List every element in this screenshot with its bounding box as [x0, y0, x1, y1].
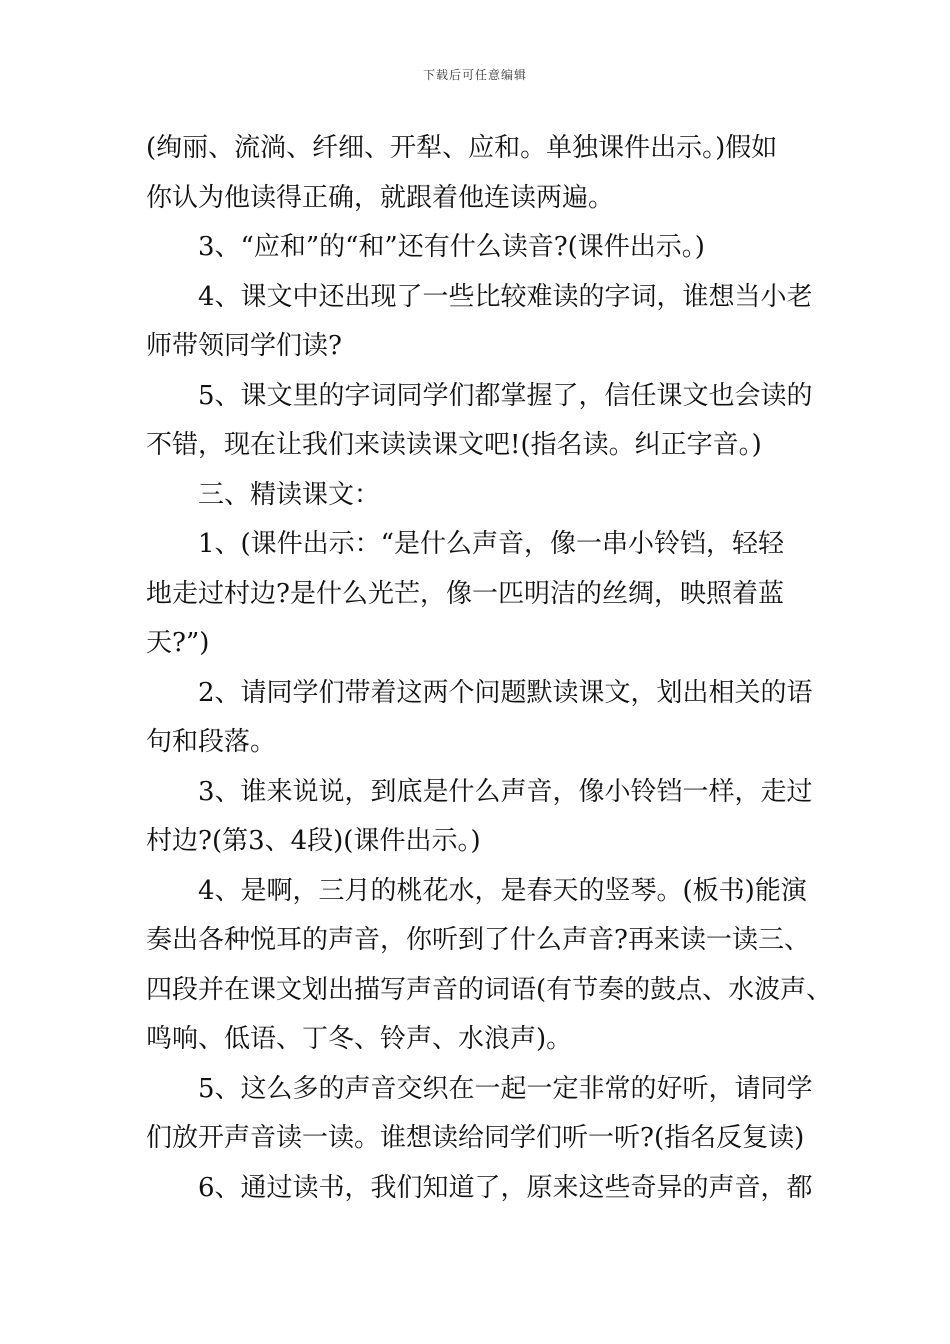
paragraph: [146, 520, 826, 669]
section-heading: [146, 471, 826, 521]
text-line: 4、是啊，三月的桃花水，是春天的竖琴。(板书)能演: [198, 875, 807, 906]
text-line: 6、通过读书，我们知道了，原来这些奇异的声音，都: [198, 1172, 813, 1203]
text-line: 5、课文里的字词同学们都掌握了，信任课文也会读的: [198, 380, 813, 411]
page-header-note: 下载后可任意编辑: [422, 68, 527, 82]
text-line: 三、精读课文：: [198, 479, 381, 510]
paragraph: [146, 867, 833, 1065]
text-line: 四段并在课文划出描写声音的词语(有节奏的鼓点、水波声、: [146, 974, 833, 1005]
text-line: (绚丽、流淌、纤细、开犁、应和。单独课件出示。)假如: [146, 133, 778, 163]
document-body: [146, 124, 833, 1213]
paragraph: [146, 768, 826, 867]
paragraph: [146, 372, 826, 471]
paragraph: [146, 223, 826, 273]
paragraph: [146, 1164, 826, 1214]
text-line: 句和段落。: [146, 727, 277, 757]
text-line: 师带领同学们读?: [146, 331, 342, 361]
text-line: 1、(课件出示：“是什么声音，像一串小铃铛，轻轻: [198, 529, 784, 559]
text-line: 5、这么多的声音交织在一起一定非常的好听，请同学: [198, 1073, 813, 1104]
paragraph: [146, 1065, 826, 1164]
paragraph: [146, 669, 826, 768]
text-line: 地走过村边?是什么光芒，像一匹明洁的丝绸，映照着蓝: [146, 578, 784, 609]
text-line: 你认为他读得正确，就跟着他连读两遍。: [146, 182, 615, 213]
text-line: 2、请同学们带着这两个问题默读课文，划出相关的语: [198, 677, 813, 708]
text-line: 鸣响、低语、丁冬、铃声、水浪声)。: [146, 1024, 573, 1054]
text-line: 3、谁来说说，到底是什么声音，像小铃铛一样，走过: [198, 776, 813, 807]
text-line: 3、“应和”的“和”还有什么读音?(课件出示。): [198, 232, 705, 262]
text-line: 们放开声音读一读。谁想读给同学们听一听?(指名反复读): [146, 1123, 805, 1153]
text-line: 村边?(第3、4段)(课件出示。): [146, 826, 481, 856]
text-line: 4、课文中还出现了一些比较难读的字词，谁想当小老: [198, 281, 813, 312]
text-line: 不错，现在让我们来读读课文吧!(指名读。纠正字音。): [146, 430, 762, 460]
text-line: 天?”): [146, 628, 210, 658]
text-line: 奏出各种悦耳的声音，你听到了什么声音?再来读一读三、: [146, 925, 810, 955]
paragraph: [146, 124, 826, 223]
paragraph: [146, 273, 826, 372]
